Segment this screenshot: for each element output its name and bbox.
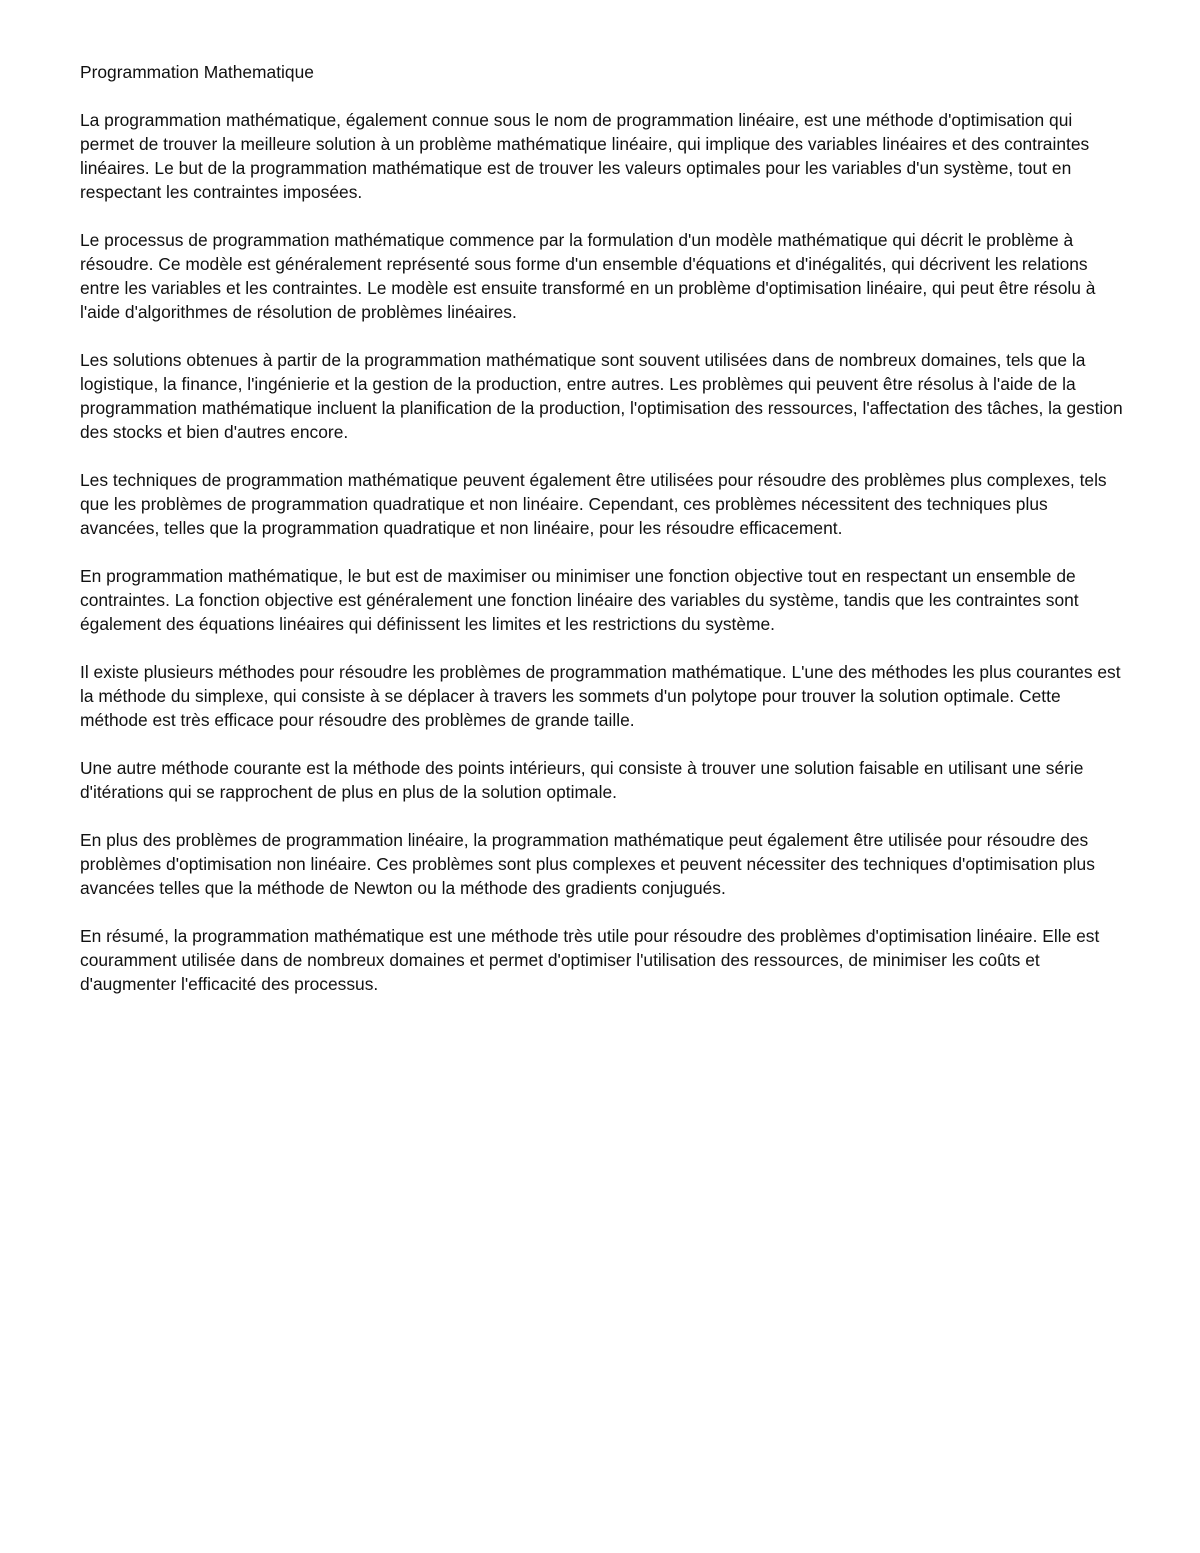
paragraph-simplex-method: Il existe plusieurs méthodes pour résoudre les problèmes de programmation mathématique. L'une des méthodes les plus courantes est la méthode du simplexe, qui consiste à se déplacer à travers les sommets d'un polytope pour trouver la solution optimale. Cette méthode est très efficace pour résoudre des problèmes de grande taille. — [80, 662, 1121, 730]
paragraph-interior-points: Une autre méthode courante est la méthode des points intérieurs, qui consiste à trouver une solution faisable en utilisant une série d'itérations qui se rapprochent de plus en plus de la solution optimale. — [80, 758, 1084, 802]
paragraph-process: Le processus de programmation mathématique commence par la formulation d'un modèle mathématique qui décrit le problème à résoudre. Ce modèle est généralement représenté sous forme d'un ensemble d'équations et d'inégalités, qui décrivent les relations entre les variables et les contraintes. Le modèle est ensuite transformé en un problème d'optimisation linéaire, qui peut être résolu à l'aide d'algorithmes de résolution de problèmes linéaires. — [80, 230, 1096, 322]
document-title: Programmation Mathematique — [80, 62, 314, 82]
paragraph-advanced-techniques: Les techniques de programmation mathématique peuvent également être utilisées pour résoudre des problèmes plus complexes, tels que les problèmes de programmation quadratique et non linéaire. Cependant, ces problèmes nécessitent des techniques plus avancées, telles que la programmation quadratique et non linéaire, pour les résoudre efficacement. — [80, 470, 1107, 538]
paragraph-nonlinear: En plus des problèmes de programmation linéaire, la programmation mathématique peut également être utilisée pour résoudre des problèmes d'optimisation non linéaire. Ces problèmes sont plus complexes et peuvent nécessiter des techniques d'optimisation plus avancées telles que la méthode de Newton ou la méthode des gradients conjugués. — [80, 830, 1095, 898]
paragraph-applications: Les solutions obtenues à partir de la programmation mathématique sont souvent utilisées dans de nombreux domaines, tels que la logistique, la finance, l'ingénierie et la gestion de la production, entre autres. Les problèmes qui peuvent être résolus à l'aide de la programmation mathématique incluent la planification de la production, l'optimisation des ressources, l'affectation des tâches, la gestion des stocks et bien d'autres encore. — [80, 350, 1123, 442]
paragraph-definition: La programmation mathématique, également connue sous le nom de programmation linéaire, est une méthode d'optimisation qui permet de trouver la meilleure solution à un problème mathématique linéaire, qui implique des variables linéaires et des contraintes linéaires. Le but de la programmation mathématique est de trouver les valeurs optimales pour les variables d'un système, tout en respectant les contraintes imposées. — [80, 110, 1090, 202]
paragraph-objective-function: En programmation mathématique, le but est de maximiser ou minimiser une fonction objective tout en respectant un ensemble de contraintes. La fonction objective est généralement une fonction linéaire des variables du système, tandis que les contraintes sont également des équations linéaires qui définissent les limites et les restrictions du système. — [80, 566, 1079, 634]
document-page — [80, 60, 1125, 1020]
paragraph-summary: En résumé, la programmation mathématique est une méthode très utile pour résoudre des problèmes d'optimisation linéaire. Elle est couramment utilisée dans de nombreux domaines et permet d'optimiser l'utilisation des ressources, de minimiser les coûts et d'augmenter l'efficacité des processus. — [80, 926, 1100, 994]
